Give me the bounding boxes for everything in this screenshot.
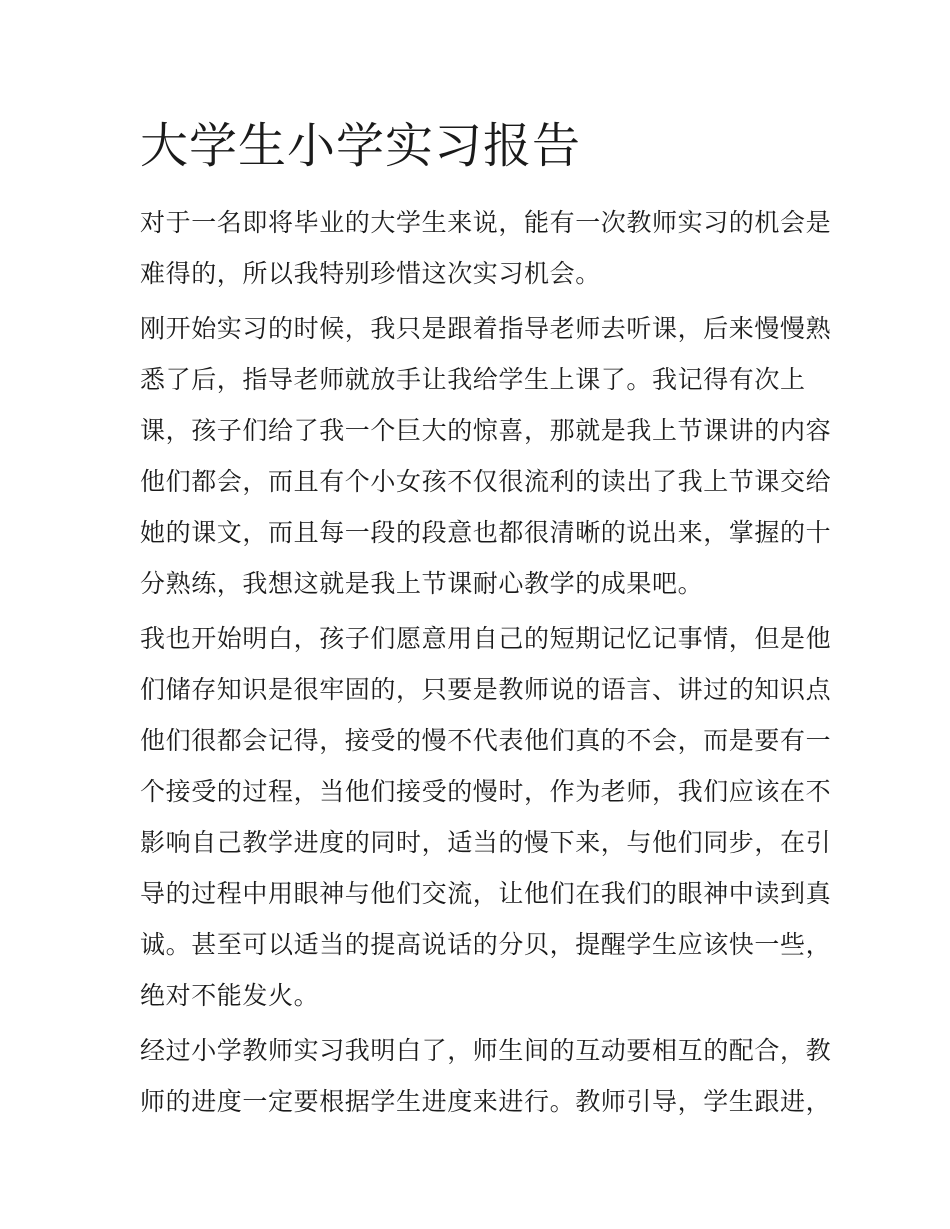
text-line: 师的进度一定要根据学生进度来进行。教师引导，学生跟进， [140,1087,832,1116]
text-line: 们储存知识是很牢固的，只要是教师说的语言、讲过的知识点 [140,675,832,704]
paragraph [140,197,832,299]
text-line: 刚开始实习的时候，我只是跟着指导老师去听课，后来慢慢熟 [140,314,832,343]
text-line: 难得的，所以我特别珍惜这次实习机会。 [140,259,601,288]
text-line: 分熟练，我想这就是我上节课耐心教学的成果吧。 [140,569,704,598]
page-title: 大学生小学实习报告 [140,118,582,174]
text-line: 他们很都会记得，接受的慢不代表他们真的不会，而是要有一 [140,726,832,755]
text-line: 他们都会，而且有个小女孩不仅很流利的读出了我上节课交给 [140,467,832,496]
text-line: 经过小学教师实习我明白了，师生间的互动要相互的配合，教 [140,1036,832,1065]
text-line: 影响自己教学进度的同时，适当的慢下来，与他们同步，在引 [140,828,832,857]
text-line: 个接受的过程，当他们接受的慢时，作为老师，我们应该在不 [140,777,832,806]
text-line: 诚。甚至可以适当的提高说话的分贝，提醒学生应该快一些， [140,930,832,959]
text-line: 课，孩子们给了我一个巨大的惊喜，那就是我上节课讲的内容 [140,416,832,445]
text-line: 对于一名即将毕业的大学生来说，能有一次教师实习的机会是 [140,208,832,237]
paragraph [140,613,832,1021]
text-line: 导的过程中用眼神与他们交流，让他们在我们的眼神中读到真 [140,879,832,908]
document-body [140,197,832,1131]
text-line: 我也开始明白，孩子们愿意用自己的短期记忆记事情，但是他 [140,624,832,653]
paragraph [140,303,832,609]
text-line: 悉了后，指导老师就放手让我给学生上课了。我记得有次上 [140,365,806,394]
text-line: 绝对不能发火。 [140,981,320,1010]
text-line: 她的课文，而且每一段的段意也都很清晰的说出来，掌握的十 [140,518,832,547]
paragraph [140,1025,832,1127]
